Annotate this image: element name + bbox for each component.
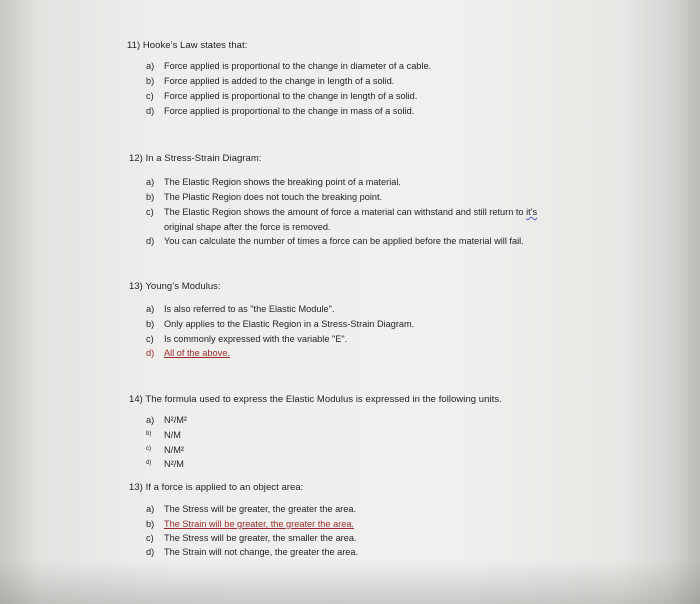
option-text: Force applied is proportional to the change in length of a solid. [164,91,418,101]
question-14-title: 14) The formula used to express the Elastic Modulus is expressed in the following units. [129,394,502,405]
option-text: Only applies to the Elastic Region in a Stress-Strain Diagram. [164,319,415,329]
option-text: N/M² [164,445,184,455]
option-label: d) [146,236,155,246]
option-label: b) [146,192,155,202]
option-text: N²/M [164,459,184,469]
option-text-line2: original shape after the force is removed. [164,222,331,232]
option-label: a) [146,304,155,314]
option-text: The Stress will be greater, the smaller the area. [164,533,357,543]
option-text: N/M [164,430,181,440]
option-label: b) [146,319,155,329]
option-label: a) [146,504,155,514]
question-15-title: 13) If a force is applied to an object area: [129,482,304,493]
option-label: d) [146,348,155,358]
spellcheck-flagged-word: it’s [526,207,538,217]
option-label: b) [146,519,155,529]
page-bottom-shadow [0,560,700,604]
option-label: c) [146,334,154,344]
option-label: a) [146,415,155,425]
question-13-title: 13) Young’s Modulus: [129,281,221,292]
option-text: The Elastic Region shows the amount of force a material can withstand and still return to [164,207,524,217]
option-text: Is also referred to as "the Elastic Module". [164,304,335,314]
option-label: a) [146,177,155,187]
option-label: c) [146,446,151,452]
option-text: Force applied is added to the change in length of a solid. [164,76,395,86]
option-label: a) [146,61,155,71]
option-label: c) [146,207,154,217]
option-text-selected-answer: The Strain will be greater, the greater the area. [164,519,354,529]
option-label: d) [146,106,155,116]
option-label: c) [146,91,154,101]
option-text: You can calculate the number of times a force can be applied before the material will fail. [164,236,524,246]
option-text: The Stress will be greater, the greater the area. [164,504,357,514]
question-11-title: 11) Hooke’s Law states that: [127,40,248,51]
option-label: b) [146,431,152,437]
option-label: b) [146,76,155,86]
option-text-line1 [164,207,537,217]
option-text: Force applied is proportional to the change in mass of a solid. [164,106,415,116]
question-12-option-c-continuation [164,222,330,232]
option-text-selected-answer: All of the above. [164,348,230,358]
option-text: The Elastic Region shows the breaking point of a material. [164,177,401,187]
question-12-title: 12) In a Stress-Strain Diagram: [129,153,262,164]
option-text: The Strain will not change, the greater the area. [164,547,359,557]
option-label: d) [146,460,152,466]
option-text: Force applied is proportional to the change in diameter of a cable. [164,61,432,71]
option-text: N²/M² [164,415,187,425]
option-label: d) [146,547,155,557]
option-label: c) [146,533,154,543]
option-text: The Plastic Region does not touch the breaking point. [164,192,383,202]
option-text: Is commonly expressed with the variable "E". [164,334,348,344]
